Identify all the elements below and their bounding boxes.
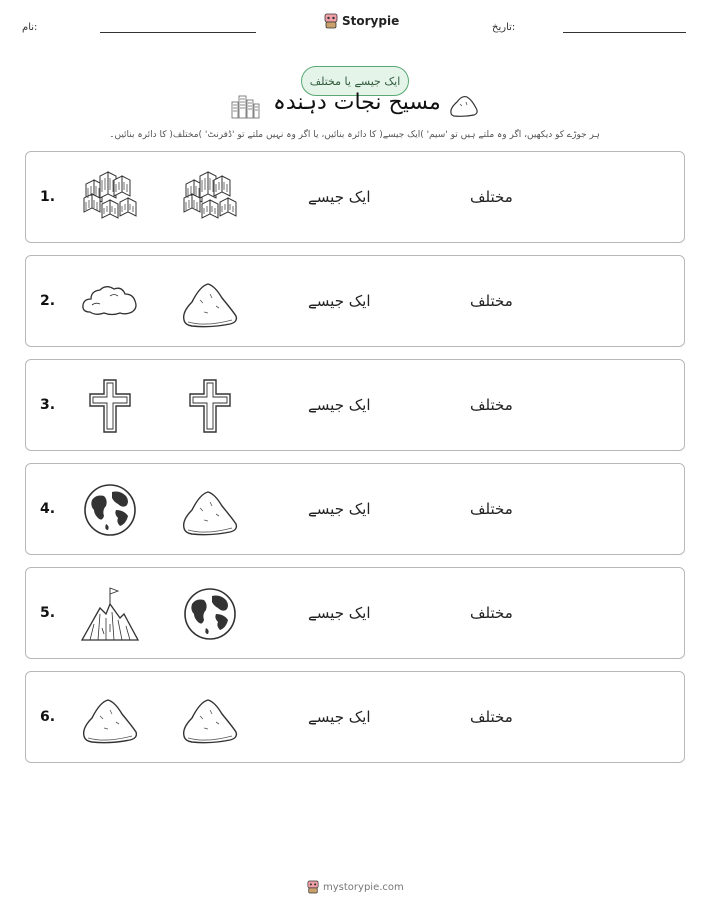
table-row	[25, 463, 685, 555]
instructions: ہر جوڑے کو دیکھیں، اگر وہ ملتے ہیں تو 'سیم' )ایک جیسے( کا دائرہ بنائیں، یا اگر وہ نہیں ملتے تو 'ڈفرنٹ' )مختلف( کا دائرہ بنائیں۔	[109, 130, 600, 140]
cloud-icon	[80, 272, 140, 332]
option-different[interactable]: مختلف	[470, 396, 513, 414]
globe-icon	[180, 584, 240, 644]
brand-name: Storypie	[342, 14, 400, 28]
rock-icon	[80, 688, 140, 748]
worksheet-type-badge: ایک جیسے یا مختلف	[301, 66, 409, 96]
row-number: 5.	[40, 605, 56, 621]
option-same[interactable]: ایک جیسے	[308, 500, 371, 518]
storypie-mascot-icon	[307, 880, 319, 894]
city-icon	[80, 168, 140, 228]
rock-icon	[180, 272, 240, 332]
row-number: 3.	[40, 397, 56, 413]
rock-icon	[180, 688, 240, 748]
row-number: 2.	[40, 293, 56, 309]
title-area	[0, 90, 709, 120]
mountain-flag-icon	[80, 584, 140, 644]
option-same[interactable]: ایک جیسے	[308, 708, 371, 726]
date-line	[563, 32, 686, 33]
option-same[interactable]: ایک جیسے	[308, 396, 371, 414]
city-icon	[180, 168, 240, 228]
name-line	[100, 32, 256, 33]
option-different[interactable]: مختلف	[470, 500, 513, 518]
rock-icon	[448, 92, 480, 118]
name-label: نام:	[22, 22, 38, 33]
option-same[interactable]: ایک جیسے	[308, 604, 371, 622]
cross-icon	[180, 376, 240, 436]
option-same[interactable]: ایک جیسے	[308, 188, 371, 206]
table-row	[25, 151, 685, 243]
option-different[interactable]: مختلف	[470, 292, 513, 310]
brand-logo	[324, 13, 399, 29]
option-different[interactable]: مختلف	[470, 604, 513, 622]
row-number: 6.	[40, 709, 56, 725]
storypie-mascot-icon	[324, 13, 338, 29]
rock-icon	[180, 480, 240, 540]
table-row	[25, 671, 685, 763]
table-row	[25, 567, 685, 659]
table-row	[25, 359, 685, 451]
globe-icon	[80, 480, 140, 540]
table-row	[25, 255, 685, 347]
cross-icon	[80, 376, 140, 436]
footer-url: mystorypie.com	[323, 881, 404, 893]
option-different[interactable]: مختلف	[470, 188, 513, 206]
row-number: 4.	[40, 501, 56, 517]
option-different[interactable]: مختلف	[470, 708, 513, 726]
city-icon	[229, 92, 261, 122]
row-number: 1.	[40, 189, 56, 205]
option-same[interactable]: ایک جیسے	[308, 292, 371, 310]
date-label: تاریخ:	[492, 22, 516, 33]
footer	[307, 880, 404, 894]
page-title: مسیح نجات دہندہ	[273, 90, 441, 115]
